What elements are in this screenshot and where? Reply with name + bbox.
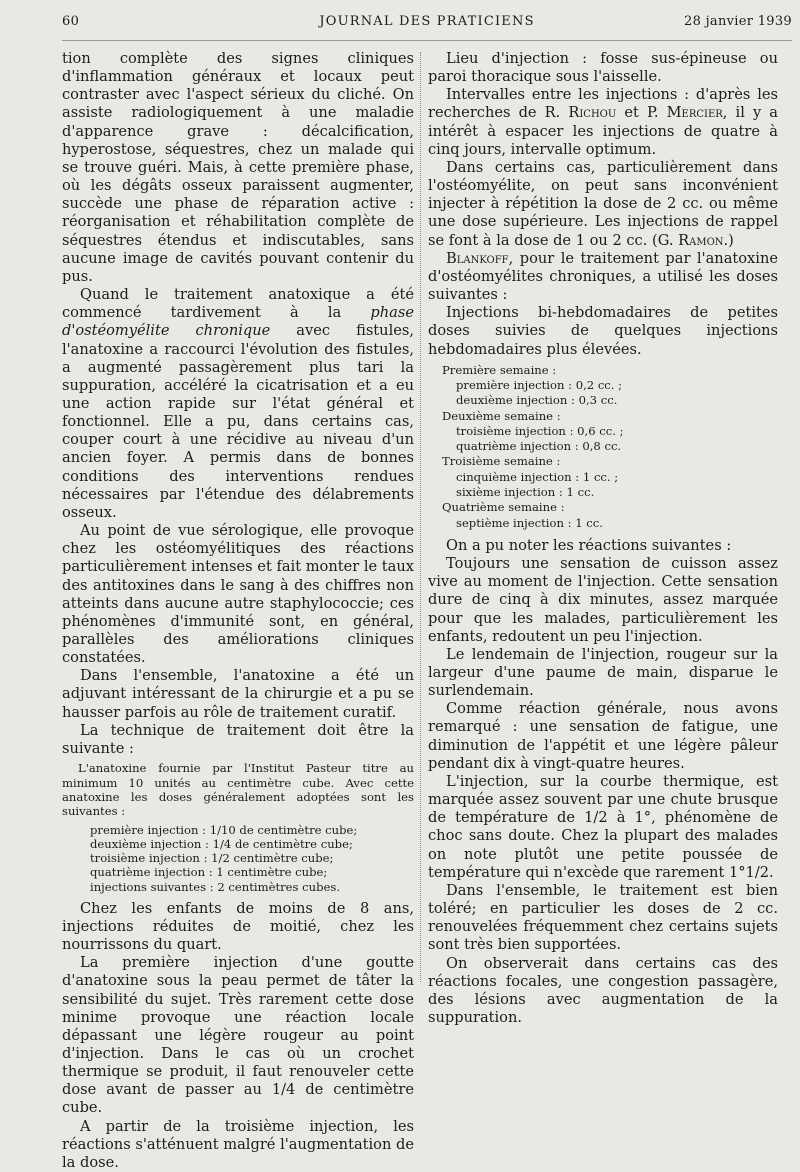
schedule-item: quatrième injection : 1 centimètre cube;	[90, 865, 328, 880]
paragraph: Au point de vue sérologique, elle provoque chez les ostéomyélitiques des réactions particulièrement intenses et fait monter le taux des antitoxines dans le sang à des chiffres non atteints dans aucune autre staphylococcie; ces phénomènes d'immunité sont, en général, parallèles des améliorations cliniques constatées.	[62, 522, 414, 667]
paragraph: La première injection d'une goutte d'anatoxine sous la peau permet de tâter la sensibilité du sujet. Très rarement cette dose minime provoque une réaction locale dépassant une légère rougeur au point d'injection. Dans le cas où un crochet thermique se produit, il faut renouveler cette dose avant de passer au 1/4 de centimètre cube.	[62, 954, 414, 1117]
schedule-item: troisième injection : 1/2 centimètre cube;	[90, 851, 334, 866]
text-run: , pour le traitement par l'anatoxine d'ostéomyélites chroniques, a utilisé les doses suivantes :	[428, 249, 778, 304]
paragraph: Lieu d'injection : fosse sus-épineuse ou paroi thoracique sous l'aisselle.	[428, 50, 778, 86]
text-run: .)	[723, 231, 734, 249]
note-paragraph: L'anatoxine fournie par l'Institut Pasteur titre au minimum 10 unités au centimètre cube. Avec cette anatoxine les doses généralement adoptées sont les suivantes :	[62, 761, 414, 819]
week-label: Troisième semaine :	[442, 454, 561, 469]
page-number: 60	[62, 14, 80, 29]
week-label: Deuxième semaine :	[442, 408, 561, 423]
paragraph: La technique de traitement doit être la suivante :	[62, 721, 414, 757]
paragraph: Toujours une sensation de cuisson assez vive au moment de l'injection. Cette sensation dure de cinq à dix minutes, assez marquée pour que les malades, particulièrement les enfants, redoutent un peu l'injection.	[428, 555, 778, 645]
schedule-item: première injection : 1/10 de centimètre cube;	[90, 822, 358, 837]
paragraph: Le lendemain de l'injection, rougeur sur la largeur d'une paume de main, disparue le surlendemain.	[428, 645, 778, 700]
journal-title: JOURNAL DES PRATICIENS	[319, 14, 535, 29]
text-run: Dans certains cas, particulièrement dans l'ostéomyélite, on peut sans inconvénient injecter à répétition la dose de 2 cc. ou même une dose supérieure. Les injections de rappel se font à la dose de 1 ou 2 cc. (G.	[428, 158, 778, 249]
dose-schedule	[90, 823, 414, 894]
paragraph	[428, 86, 778, 159]
column-divider	[420, 52, 421, 982]
author-name: P. Mercier	[647, 104, 723, 122]
emphasis: phase d'ostéomyélite chronique	[62, 304, 414, 340]
paragraph	[62, 286, 414, 522]
paragraph: Injections bi-hebdomadaires de petites doses suivies de quelques injections hebdomadaires plus élevées.	[428, 304, 778, 358]
right-column	[428, 50, 778, 1027]
author-name: Blankoff	[446, 249, 509, 267]
paragraph: L'injection, sur la courbe thermique, est marquée assez souvent par une chute brusque de température de 1/2 à 1°, phénomène de choc sans doute. Chez la plupart des malades on note plutôt une petite poussée de température qui n'excède que rarement 1°1/2.	[428, 772, 778, 881]
author-name: Ramon	[678, 231, 724, 249]
weekly-dose-list	[442, 363, 778, 531]
paragraph: A partir de la troisième injection, les réactions s'atténuent malgré l'augmentation de la dose.	[62, 1117, 414, 1171]
injection-item: septième injection : 1 cc.	[456, 515, 603, 530]
injection-item: deuxième injection : 0,3 cc.	[456, 393, 618, 408]
schedule-item: injections suivantes : 2 centimètres cubes.	[90, 879, 341, 894]
paragraph	[428, 159, 778, 250]
paragraph: Chez les enfants de moins de 8 ans, injections réduites de moitié, chez les nourrissons du quart.	[62, 899, 414, 954]
paragraph: Dans l'ensemble, l'anatoxine a été un adjuvant intéressant de la chirurgie et a pu se hausser parfois au rôle de traitement curatif.	[62, 667, 414, 721]
week-label: Première semaine :	[442, 362, 557, 377]
running-header	[62, 14, 792, 34]
left-column	[62, 50, 414, 1172]
injection-item: troisième injection : 0,6 cc. ;	[456, 423, 624, 438]
paragraph: On a pu noter les réactions suivantes :	[446, 536, 732, 554]
paragraph: Comme réaction générale, nous avons remarqué : une sensation de fatigue, une diminution de l'appétit et une légère pâleur pendant dix à vingt-quatre heures.	[428, 700, 778, 772]
text-run: Quand le traitement anatoxique a été commencé tardivement à la	[62, 286, 414, 322]
injection-item: sixième injection : 1 cc.	[456, 485, 595, 500]
text-run: et	[616, 104, 647, 122]
text-run: avec fistules, l'anatoxine a raccourci l'évolution des fistules, a augmenté passagèrement plus tari la suppuration, accéléré la cicatrisation et a eu une action rapide sur l'état général et fonctionnel. Elle a pu, dans certains cas, couper court à une récidive au niveau d'un ancien foyer. A permis dans de bonnes conditions des interventions rendues nécessaires par l'étendue des délabrements osseux.	[62, 322, 415, 521]
injection-item: première injection : 0,2 cc. ;	[456, 377, 623, 392]
schedule-item: deuxième injection : 1/4 de centimètre cube;	[90, 836, 353, 851]
paragraph: Dans l'ensemble, le traitement est bien toléré; en particulier les doses de 2 cc. renouvelées fréquemment chez certains sujets sont très bien supportées.	[428, 881, 778, 954]
text-run: Intervalles entre les injections : d'après les recherches de	[428, 86, 778, 122]
issue-date: 28 janvier 1939	[684, 14, 792, 29]
text-run: , il y a intérêt à espacer les injections de quatre à cinq jours, intervalle optimum.	[428, 104, 778, 158]
week-label: Quatrième semaine :	[442, 500, 565, 515]
author-name: R. Richou	[544, 104, 617, 122]
injection-item: cinquième injection : 1 cc. ;	[456, 469, 619, 484]
paragraph: On observerait dans certains cas des réactions focales, une congestion passagère, des lésions avec augmentation de la suppuration.	[428, 954, 778, 1026]
paragraph	[428, 250, 778, 304]
paragraph: tion complète des signes cliniques d'inflammation généraux et locaux peut contraster avec l'aspect sérieux du cliché. On assiste radiologiquement à une maladie d'apparence grave : décalcification, hyperostose, séquestres, chez un malade qui se trouve guéri. Mais, à cette première phase, où les dégâts osseux paraissent augmenter, succède une phase de réparation active : réorganisation et réhabilitation complète de séquestres étendus et indiscutables, sans aucune image de cavités pouvant contenir du pus.	[62, 50, 414, 285]
injection-item: quatrième injection : 0,8 cc.	[456, 439, 622, 454]
header-rule	[62, 40, 792, 41]
